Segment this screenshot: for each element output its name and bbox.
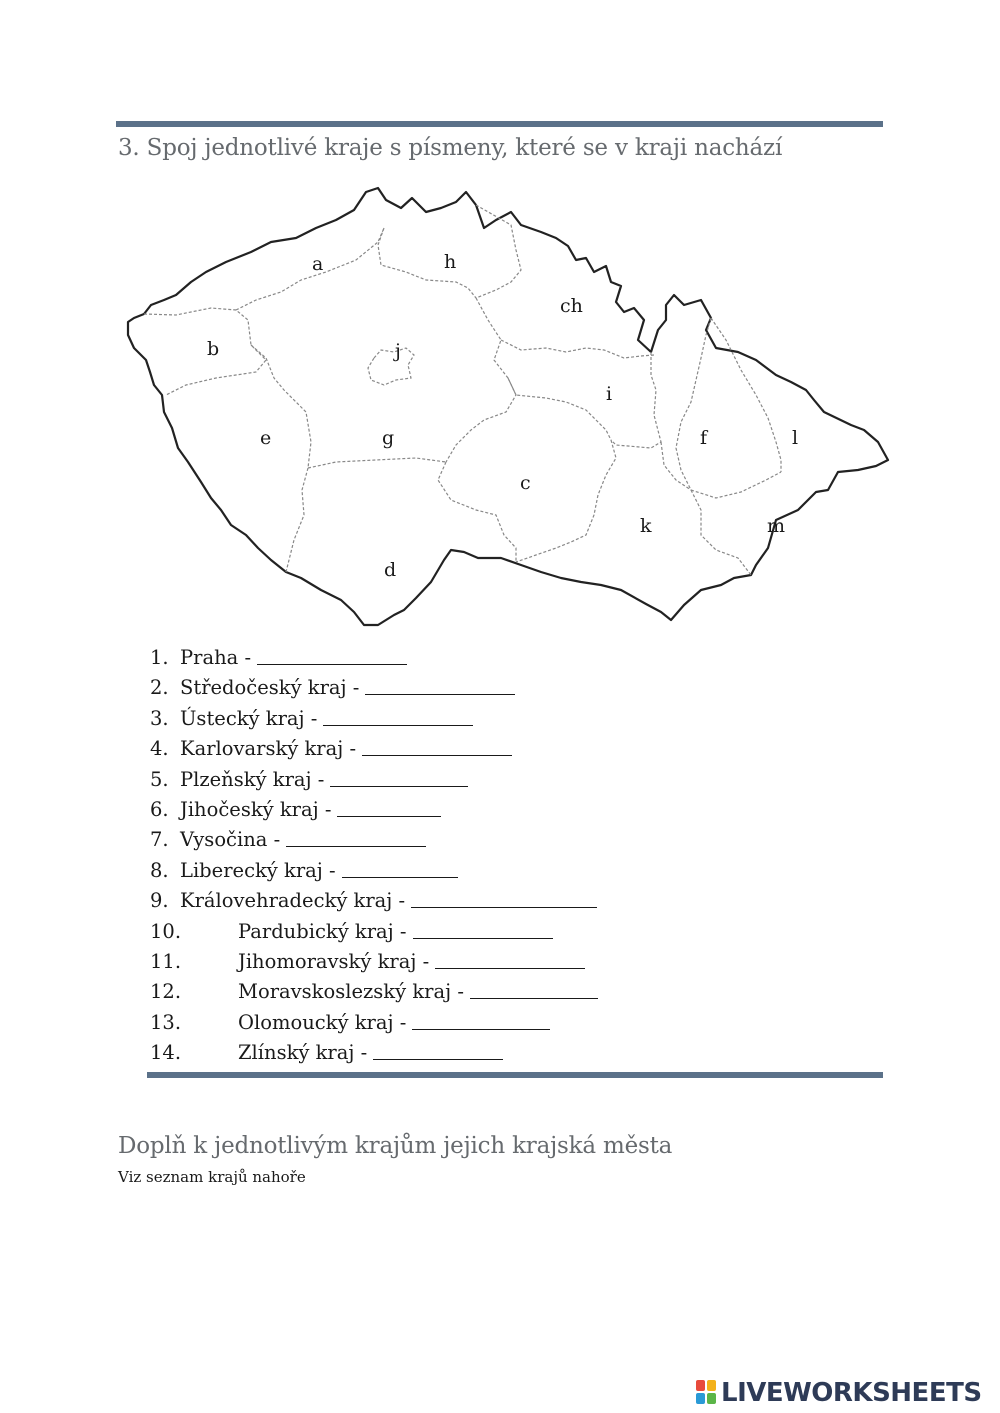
list-item: [150, 796, 598, 826]
list-item: [150, 1039, 598, 1069]
top-divider: [116, 121, 883, 127]
country-border: [128, 188, 888, 625]
map-letter[interactable]: i: [606, 383, 613, 405]
border-plzensky-south: [308, 458, 446, 468]
answer-blank[interactable]: [337, 796, 441, 817]
border-vysocina-east: [516, 440, 616, 562]
border-vysocina: [438, 462, 516, 562]
answer-blank[interactable]: [435, 948, 585, 969]
border-stredocesky-west: [251, 345, 311, 468]
answer-blank[interactable]: [286, 826, 426, 847]
answer-blank[interactable]: [342, 857, 458, 878]
list-item: [150, 644, 598, 674]
list-item: [150, 857, 598, 887]
list-item: [150, 948, 598, 978]
item-number: 12.: [150, 980, 182, 1004]
answer-blank[interactable]: [412, 1009, 550, 1030]
region-name: Jihomoravský kraj -: [238, 949, 430, 973]
item-number: 2.: [150, 676, 169, 700]
border-liberecky: [378, 228, 476, 298]
border-stredocesky-east: [446, 298, 516, 462]
border-pardubicky-east: [611, 352, 661, 448]
region-name: Vysočina -: [180, 828, 281, 852]
border-kralovehradecky: [501, 340, 654, 358]
item-number: 8.: [150, 858, 169, 882]
map-letter[interactable]: c: [520, 472, 531, 494]
region-list: [150, 644, 598, 1069]
region-name: Praha -: [180, 646, 252, 669]
region-name: Plzeňský kraj -: [180, 767, 325, 791]
map-letter[interactable]: f: [700, 427, 708, 449]
item-number: 1.: [150, 646, 169, 669]
liveworksheets-logo[interactable]: [696, 1378, 982, 1408]
exercise-heading: 3. Spoj jednotlivé kraje s písmeny, které se v kraji nachází: [118, 135, 783, 161]
region-name: Jihočeský kraj -: [180, 797, 332, 821]
list-item: [150, 1009, 598, 1039]
answer-blank[interactable]: [362, 735, 512, 756]
answer-blank[interactable]: [330, 766, 468, 787]
region-name: Královehradecký kraj -: [180, 889, 406, 913]
region-name: Liberecký kraj -: [180, 858, 336, 882]
map-letter[interactable]: m: [767, 515, 786, 537]
item-number: 5.: [150, 767, 169, 791]
item-number: 6.: [150, 797, 169, 821]
border-praha: [368, 348, 414, 385]
border-pardubicky-west: [508, 378, 611, 440]
map-letter[interactable]: l: [792, 427, 799, 449]
border-ustecky-inner: [236, 228, 384, 310]
map-letter[interactable]: g: [382, 427, 395, 449]
list-item: [150, 766, 598, 796]
border-plzensky-west: [286, 468, 308, 572]
item-number: 10.: [150, 919, 182, 943]
bottom-divider: [147, 1072, 883, 1078]
border-zlinsky: [691, 472, 781, 498]
item-number: 3.: [150, 706, 169, 730]
border-jihomoravsky: [691, 490, 751, 575]
map-letter[interactable]: j: [395, 340, 401, 362]
map-letter[interactable]: e: [260, 427, 272, 449]
region-name: Pardubický kraj -: [238, 919, 407, 943]
answer-blank[interactable]: [413, 918, 553, 939]
list-item: [150, 674, 598, 704]
liveworksheets-logo-icon: [696, 1380, 718, 1406]
brand-name: LIVEWORKSHEETS: [721, 1378, 982, 1408]
map-letter[interactable]: a: [312, 253, 324, 275]
item-number: 9.: [150, 889, 169, 913]
border-karlovarsky: [144, 308, 266, 395]
border-olomoucky: [676, 318, 711, 490]
list-item: [150, 918, 598, 948]
region-name: Olomoucký kraj -: [238, 1010, 407, 1034]
region-name: Ústecký kraj -: [180, 706, 318, 730]
second-heading: Doplň k jednotlivým krajům jejich krajská města: [118, 1133, 673, 1159]
instruction-text: Viz seznam krajů nahoře: [118, 1168, 306, 1186]
answer-blank[interactable]: [323, 705, 473, 726]
answer-blank[interactable]: [373, 1039, 503, 1060]
region-name: Zlínský kraj -: [238, 1041, 368, 1065]
map-letters: [207, 251, 798, 581]
answer-blank[interactable]: [470, 978, 598, 999]
answer-blank[interactable]: [257, 644, 407, 665]
region-name: Moravskoslezský kraj -: [238, 980, 464, 1004]
list-item: [150, 735, 598, 765]
czech-regions-map: [116, 180, 896, 635]
list-item: [150, 978, 598, 1008]
map-letter[interactable]: ch: [560, 295, 583, 317]
item-number: 11.: [150, 949, 182, 973]
answer-blank[interactable]: [411, 887, 597, 908]
item-number: 13.: [150, 1010, 182, 1034]
item-number: 14.: [150, 1041, 182, 1065]
region-name: Středočeský kraj -: [180, 676, 360, 700]
map-letter[interactable]: k: [640, 515, 652, 537]
list-item: [150, 705, 598, 735]
map-letter[interactable]: h: [444, 251, 457, 273]
item-number: 4.: [150, 737, 169, 761]
list-item: [150, 826, 598, 856]
item-number: 7.: [150, 828, 169, 852]
list-item: [150, 887, 598, 917]
map-letter[interactable]: b: [207, 338, 220, 360]
answer-blank[interactable]: [365, 674, 515, 695]
map-letter[interactable]: d: [384, 559, 397, 581]
region-name: Karlovarský kraj -: [180, 737, 357, 761]
border-moravskoslezsky: [711, 318, 781, 472]
